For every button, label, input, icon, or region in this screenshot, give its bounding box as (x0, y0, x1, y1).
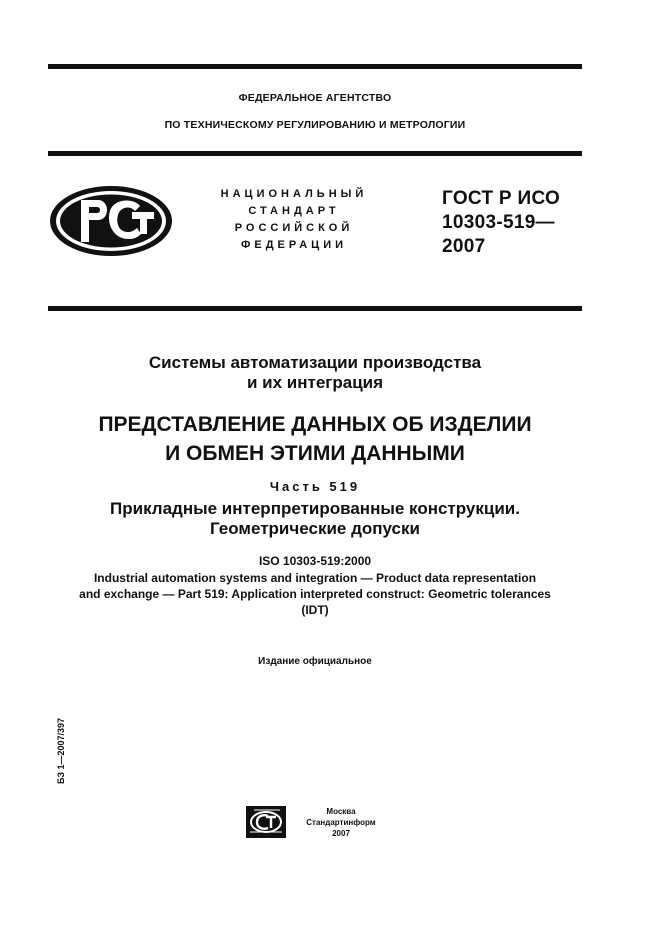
part-title-line: Геометрические допуски (210, 519, 420, 538)
part-title-line: Прикладные интерпретированные конструкции. (110, 499, 520, 518)
rst-logo-icon (48, 184, 174, 258)
part-title (48, 499, 582, 539)
gost-number (442, 187, 560, 259)
series-title-line: и их интеграция (246, 373, 384, 392)
edition-label: Издание официальное (258, 656, 372, 667)
main-title-line: И ОБМЕН ЭТИМИ ДАННЫМИ (165, 442, 465, 465)
gost-number-line: ГОСТ Р ИСО (442, 188, 561, 209)
gost-number-line: 2007 (442, 236, 486, 257)
national-standard-line: СТАНДАРТ (248, 205, 340, 217)
national-standard-line: ФЕДЕРАЦИИ (240, 239, 348, 251)
catalog-code: БЗ 1—2007/397 (56, 717, 66, 784)
national-standard-line: РОССИЙСКОЙ (234, 222, 354, 234)
agency-name-line-2: ПО ТЕХНИЧЕСКОМУ РЕГУЛИРОВАНИЮ И МЕТРОЛОГИИ (164, 119, 466, 131)
part-label: Часть 519 (269, 479, 361, 494)
top-rule (48, 64, 582, 69)
main-title (48, 410, 582, 468)
standartinform-logo-icon (246, 806, 286, 838)
series-title (48, 353, 582, 393)
iso-title-line: Industrial automation systems and integration — Product data representation (93, 571, 537, 585)
iso-reference: ISO 10303-519:2000 (258, 554, 372, 568)
agency-name-line-1: ФЕДЕРАЛЬНОЕ АГЕНТСТВО (238, 92, 392, 104)
gost-number-line: 10303-519— (442, 212, 555, 233)
publisher-info (296, 806, 386, 839)
iso-title (48, 570, 582, 618)
main-title-line: ПРЕДСТАВЛЕНИЕ ДАННЫХ ОБ ИЗДЕЛИИ (98, 413, 532, 436)
iso-title-line: and exchange — Part 519: Application interpreted construct: Geometric tolerances (79, 587, 551, 601)
national-standard-label (196, 186, 392, 254)
publisher-year: 2007 (332, 829, 350, 838)
publisher-name: Стандартинформ (306, 818, 376, 827)
title-rule (48, 306, 582, 311)
series-title-line: Системы автоматизации производства (148, 353, 482, 372)
header-rule (48, 151, 582, 156)
national-standard-line: НАЦИОНАЛЬНЫЙ (220, 188, 368, 200)
publisher-city: Москва (326, 807, 356, 816)
iso-title-line: (IDT) (301, 603, 329, 617)
